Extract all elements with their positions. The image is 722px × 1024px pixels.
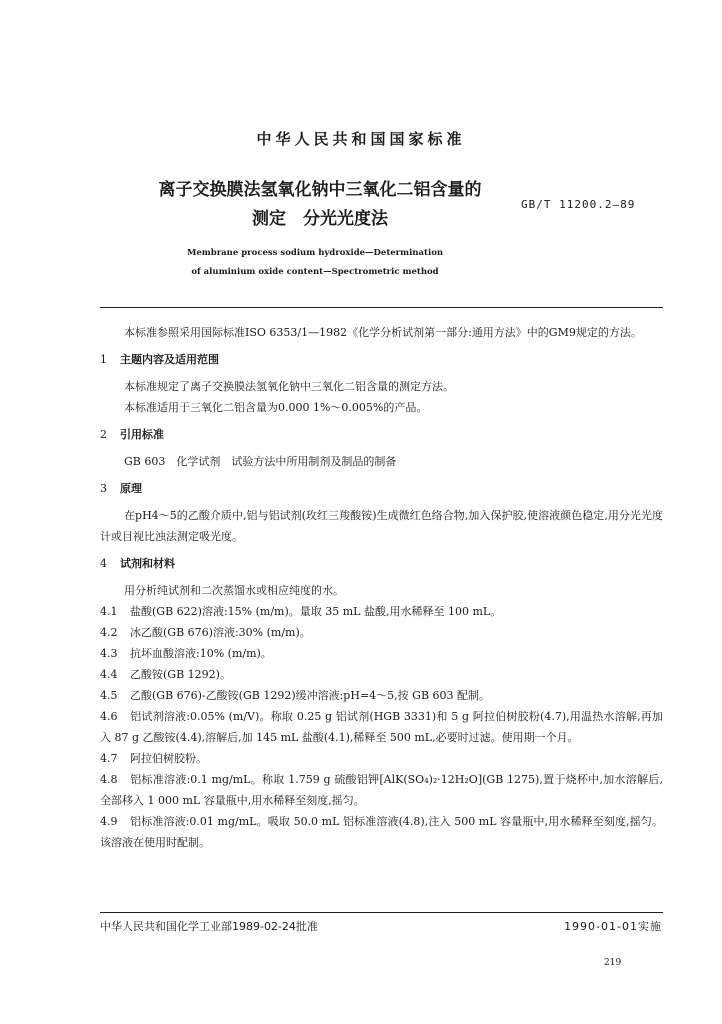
section-1-paragraph-1: 本标准规定了离子交换膜法氢氧化钠中三氧化二铝含量的测定方法。 <box>124 380 454 393</box>
approval-note: 中华人民共和国化学工业部1989-02-24批准 <box>100 920 318 933</box>
section-title: 主题内容及适用范围 <box>120 353 219 366</box>
section-1-paragraph-2: 本标准适用于三氧化二铝含量为0.000 1%～0.005%的产品。 <box>124 401 428 414</box>
item-number: 4.9 <box>100 815 118 828</box>
reagent-item <box>100 643 663 664</box>
page-number: 219 <box>604 958 622 968</box>
item-text: 铝试剂溶液:0.05% (m/V)。称取 0.25 g 铝试剂(HGB 3331)和 5 g 阿拉伯树胶粉(4.7),用温热水溶解,再加入 87 g 乙酸铵(4.4),溶解后,加 145 mL 盐酸(4.1),稀释至 500 mL,必要时过滤。使用期一个月。 <box>100 710 663 744</box>
section-heading-4 <box>100 553 663 574</box>
item-number: 4.2 <box>100 626 118 639</box>
item-number: 4.7 <box>100 752 118 765</box>
section-number: 4 <box>100 557 107 570</box>
item-number: 4.4 <box>100 668 118 681</box>
item-text: 冰乙酸(GB 676)溶液:30% (m/m)。 <box>130 626 311 639</box>
title-line-1: 离子交换膜法氢氧化钠中三氧化二铝含量的 <box>158 180 482 200</box>
section-heading-3 <box>100 478 663 499</box>
reagent-item <box>100 769 663 811</box>
item-number: 4.5 <box>100 689 118 702</box>
section-number: 2 <box>100 428 107 441</box>
referenced-standard: GB 603 化学试剂 试验方法中所用制剂及制品的制备 <box>124 455 397 468</box>
top-divider <box>100 307 663 308</box>
item-text: 阿拉伯树胶粉。 <box>130 752 207 765</box>
standard-code: GB/T 11200.2—89 <box>521 198 636 211</box>
section-4-paragraph: 用分析纯试剂和二次蒸馏水或相应纯度的水。 <box>124 584 344 597</box>
intro-paragraph: 本标准参照采用国际标准ISO 6353/1—1982《化学分析试剂第一部分:通用方法》中的GM9规定的方法。 <box>124 326 642 339</box>
standard-title-chinese <box>120 176 520 234</box>
section-heading-2 <box>100 424 663 445</box>
reagent-item <box>100 664 663 685</box>
bottom-divider <box>100 912 663 913</box>
item-text: 盐酸(GB 622)溶液:15% (m/m)。量取 35 mL 盐酸,用水稀释至 100 mL。 <box>130 605 502 618</box>
reagent-item <box>100 706 663 748</box>
section-title: 试剂和材料 <box>120 557 175 570</box>
section-heading-1 <box>100 349 663 370</box>
document-body <box>100 322 663 853</box>
effective-date-note: 1990-01-01实施 <box>564 920 662 933</box>
title-line-2: 测定 分光光度法 <box>252 209 388 229</box>
national-standard-heading: 中华人民共和国国家标准 <box>256 130 466 148</box>
reagent-item <box>100 748 663 769</box>
section-number: 1 <box>100 353 107 366</box>
section-number: 3 <box>100 482 107 495</box>
item-number: 4.6 <box>100 710 118 723</box>
section-3-paragraph: 在pH4～5的乙酸介质中,铝与铝试剂(玫红三羧酸铵)生成微红色络合物,加入保护胶,使溶液颜色稳定,用分光光度计或目视比浊法测定吸光度。 <box>100 509 663 543</box>
title-en-line-2: of aluminium oxide content—Spectrometric method <box>191 267 439 277</box>
item-text: 铝标准溶液:0.1 mg/mL。称取 1.759 g 硫酸铝钾[AlK(SO₄)₂·12H₂O](GB 1275),置于烧杯中,加水溶解后,全部移入 1 000 mL 容量瓶中,用水稀释至刻度,摇匀。 <box>100 773 663 807</box>
item-text: 乙酸(GB 676)-乙酸铵(GB 1292)缓冲溶液:pH=4～5,按 GB 603 配制。 <box>130 689 491 702</box>
reagent-item <box>100 622 663 643</box>
reagent-item <box>100 601 663 622</box>
reagent-item <box>100 811 663 853</box>
item-text: 乙酸铵(GB 1292)。 <box>130 668 231 681</box>
title-en-line-1: Membrane process sodium hydroxide—Determination <box>186 248 444 258</box>
item-text: 铝标准溶液:0.01 mg/mL。吸取 50.0 mL 铝标准溶液(4.8),注入 500 mL 容量瓶中,用水稀释至刻度,摇匀。该溶液在使用时配制。 <box>100 815 663 849</box>
item-text: 抗坏血酸溶液:10% (m/m)。 <box>130 647 272 660</box>
item-number: 4.8 <box>100 773 118 786</box>
section-title: 引用标准 <box>120 428 164 441</box>
item-number: 4.1 <box>100 605 118 618</box>
section-title: 原理 <box>120 482 142 495</box>
standard-title-english <box>150 244 480 282</box>
reagent-item <box>100 685 663 706</box>
item-number: 4.3 <box>100 647 118 660</box>
